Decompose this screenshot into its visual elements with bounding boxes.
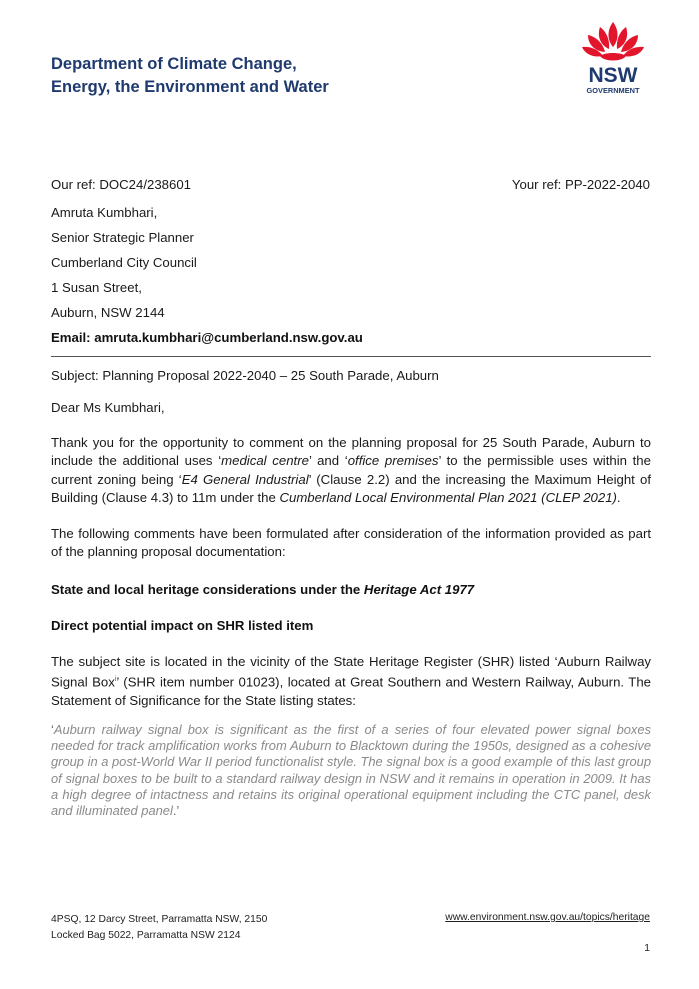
footnote-marker: i <box>114 676 117 684</box>
salutation: Dear Ms Kumbhari, <box>51 400 165 415</box>
recipient-title: Senior Strategic Planner <box>51 230 194 245</box>
logo-text: NSW <box>588 64 638 87</box>
recipient-email: Email: amruta.kumbhari@cumberland.nsw.gov.au <box>51 330 363 345</box>
subject-line: Subject: Planning Proposal 2022-2040 – 25 South Parade, Auburn <box>51 368 439 383</box>
context-paragraph: The following comments have been formulated after consideration of the information provided as part of the planning proposal documentation: <box>51 526 651 560</box>
footer-address <box>51 912 267 944</box>
recipient-name: Amruta Kumbhari, <box>51 205 158 220</box>
logo-subtext: GOVERNMENT <box>586 86 640 95</box>
our-ref: Our ref: DOC24/238601 <box>51 177 192 192</box>
waratah-icon <box>576 20 650 96</box>
page-number: 1 <box>644 943 650 954</box>
divider <box>51 356 651 357</box>
your-ref: Your ref: PP-2022-2040 <box>511 177 650 192</box>
nsw-government-logo <box>576 20 650 96</box>
department-line-1: Department of Climate Change, <box>51 55 297 73</box>
section-heading-heritage: State and local heritage considerations under the Heritage Act 1977 <box>51 582 475 597</box>
intro-paragraph: Thank you for the opportunity to comment on the planning proposal for 25 South Parade, Auburn to include the additional uses ‘medical centre’ and ‘office premises’ to the permissible uses within the current zoning being ‘E4 General Industrial’ (Clause 2.2) and the increasing the Maximum Height of Building (Clause 4.3) to 11m under the Cumberland Local Environmental Plan 2021 (CLEP 2021). <box>51 435 652 505</box>
statement-of-significance-quote: ‘Auburn railway signal box is significant as the first of a series of four elevated power signal boxes needed for track amplification works from Auburn to Blacktown during the 1950s, designed as a cohesive group in a post-World War II period functionalist style. The signal box is a good example of this last group of signal boxes to be built to a standard railway design in NSW and it remains in operation in 2009. It has a high degree of intactness and retains its original operational equipment including the CTC panel, desk and illuminated panel.’ <box>51 722 651 819</box>
footer-heritage-link[interactable]: www.environment.nsw.gov.au/topics/heritage <box>445 912 650 923</box>
recipient-street: 1 Susan Street, <box>51 280 142 295</box>
department-title <box>51 53 329 99</box>
recipient-organisation: Cumberland City Council <box>51 255 197 270</box>
footer-address-line-1: 4PSQ, 12 Darcy Street, Parramatta NSW, 2150 <box>51 914 268 925</box>
footer-address-line-2: Locked Bag 5022, Parramatta NSW 2124 <box>51 930 241 941</box>
section-heading-shr-impact: Direct potential impact on SHR listed item <box>51 618 314 633</box>
shr-paragraph: The subject site is located in the vicinity of the State Heritage Register (SHR) listed ‘Auburn Railway Signal Box$^i$’ (SHR item number 01023), located at Great Southern and Western Railway, Auburn. The Statement of Significance for the State listing states: <box>51 654 651 708</box>
recipient-suburb: Auburn, NSW 2144 <box>51 305 165 320</box>
department-line-2: Energy, the Environment and Water <box>51 78 329 96</box>
